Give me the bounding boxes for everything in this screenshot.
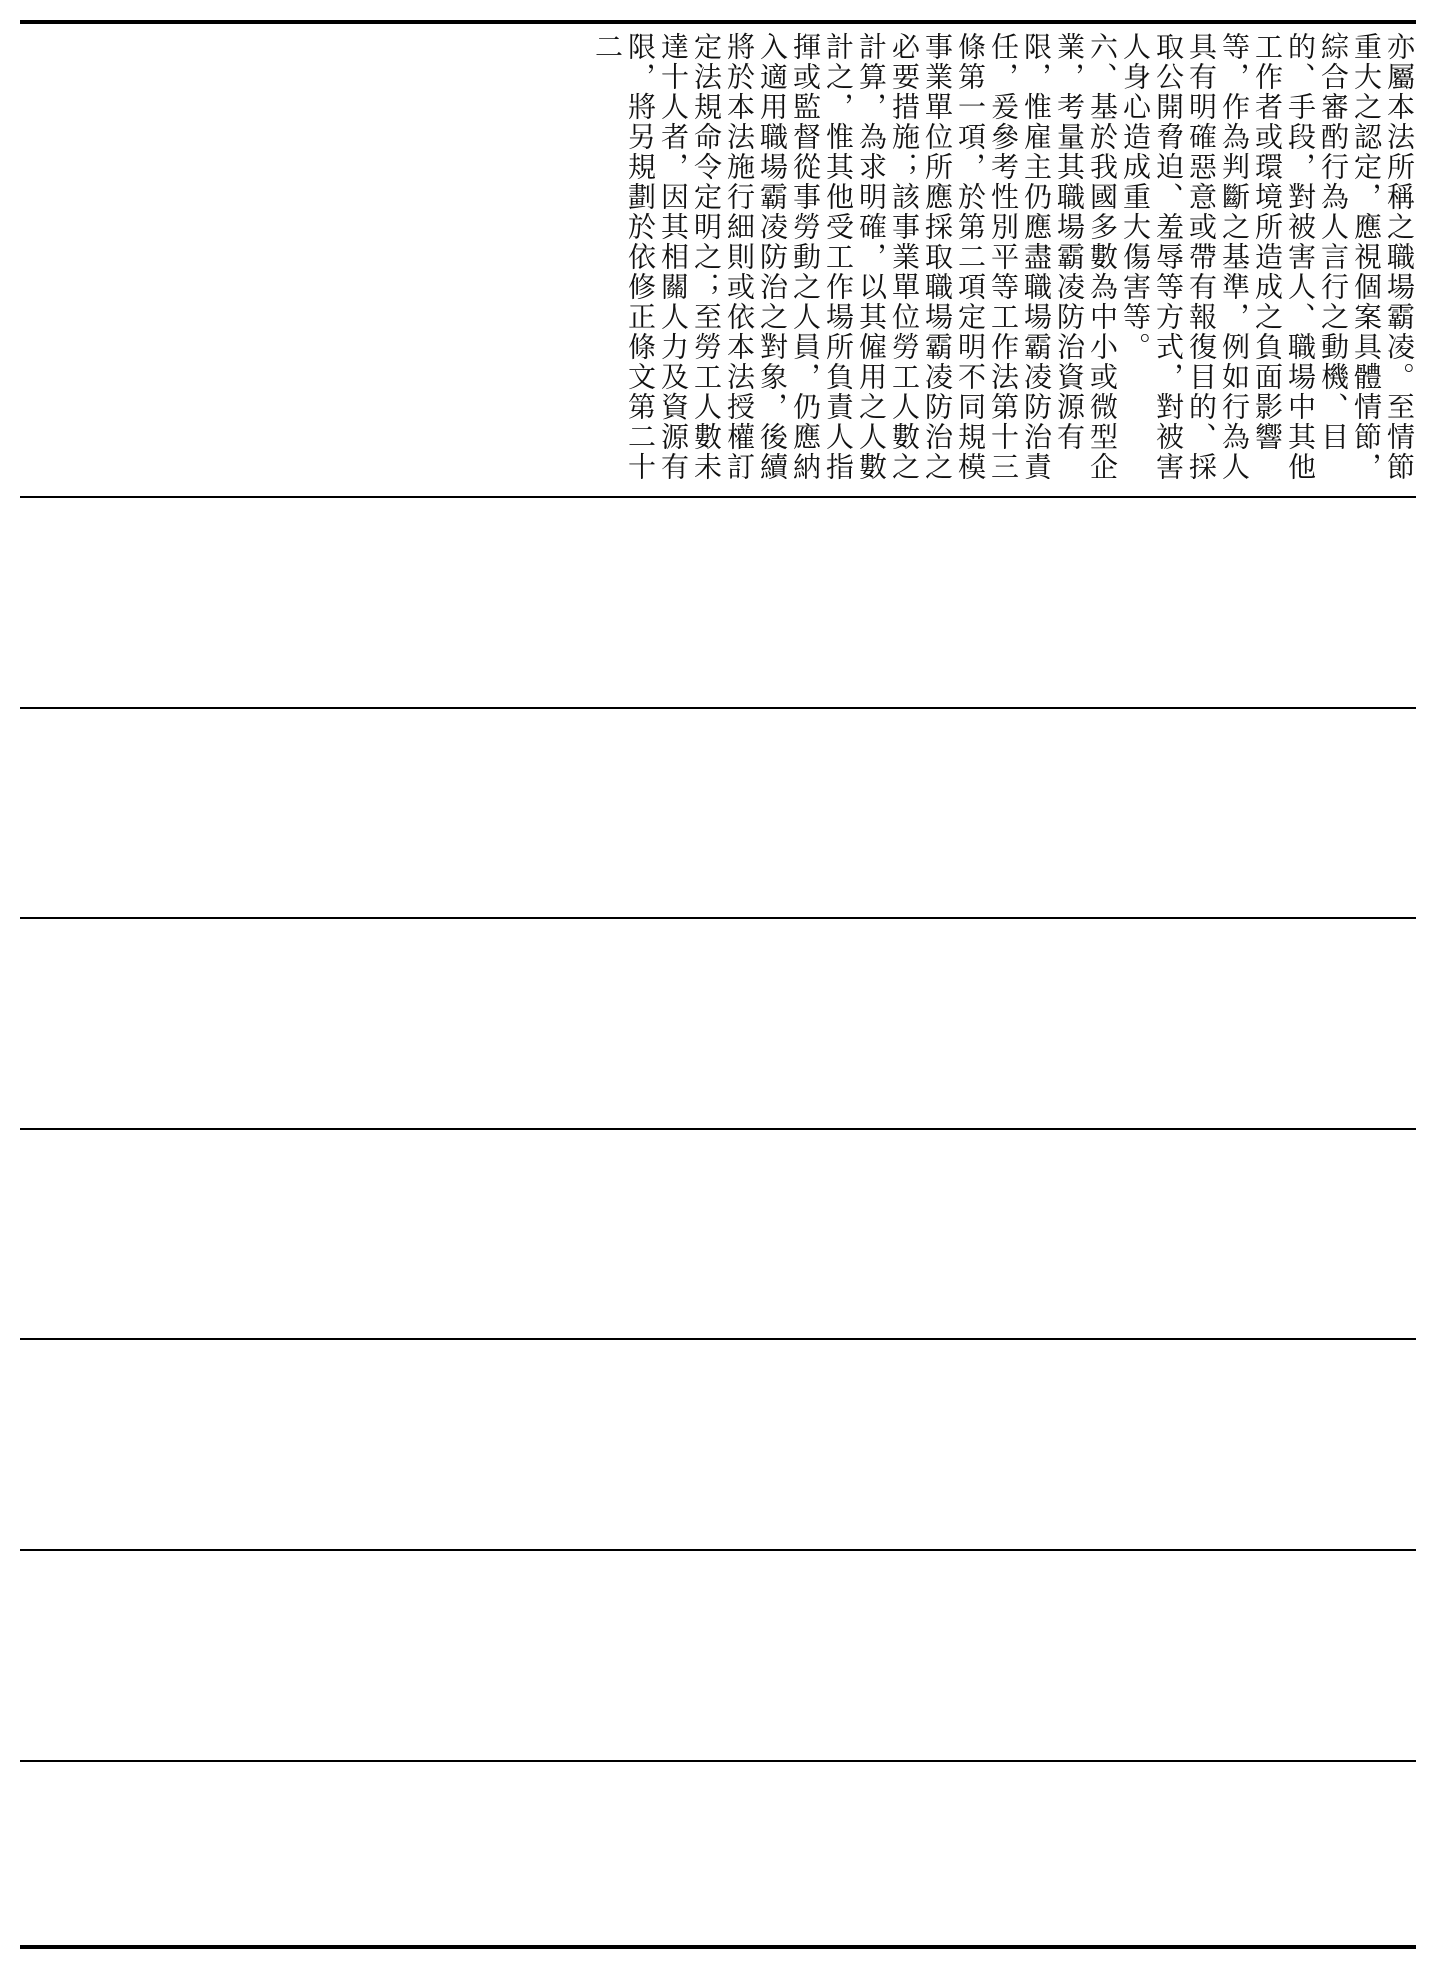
row-rule-6 <box>20 1549 1416 1551</box>
row-rule-5 <box>20 1338 1416 1340</box>
row-rule-2 <box>20 707 1416 709</box>
row-rule-7 <box>20 1760 1416 1762</box>
bottom-rule <box>20 1945 1416 1949</box>
top-rule <box>20 20 1416 24</box>
row-rule-3 <box>20 917 1416 919</box>
paragraph-item-six: 六、基於我國多數為中小或微型企業，考量其職場霸凌防治資源有限，惟雇主仍應盡職場霸凌防治責任，爰參考性別平等工作法第十三條第一項，於第二項定明不同規模事業單位所應採取職場霸凌防治之必要措施；該事業單位勞工人數之計算，為求明確，以其僱用之人數計之，惟其他受工作場所負責人指揮或監督從事勞動之人員，仍應納入適用職場霸凌防治之對象，後續將於本法施行細則或依本法授權訂定法規命令定明之；至勞工人數未達十人者，因其相關人力及資源有限，將另規劃於依修正條文第二十二 <box>591 32 1119 482</box>
row-rule-1 <box>20 496 1416 498</box>
paragraph-continued: 亦屬本法所稱之職場霸凌。至情節重大之認定，應視個案具體情節，綜合審酌行為人言行之動機、目的、手段，對被害人、職場中其他工作者或環境所造成之負面影響等，作為判斷之基準，例如行為人具有明確惡意或帶有報復目的、採取公開脅迫、羞辱等方式，對被害人身心造成重大傷害等。 <box>1119 32 1416 482</box>
row-rule-4 <box>20 1128 1416 1130</box>
explanation-text-cell <box>20 26 1416 496</box>
vertical-text-column <box>591 26 1416 487</box>
